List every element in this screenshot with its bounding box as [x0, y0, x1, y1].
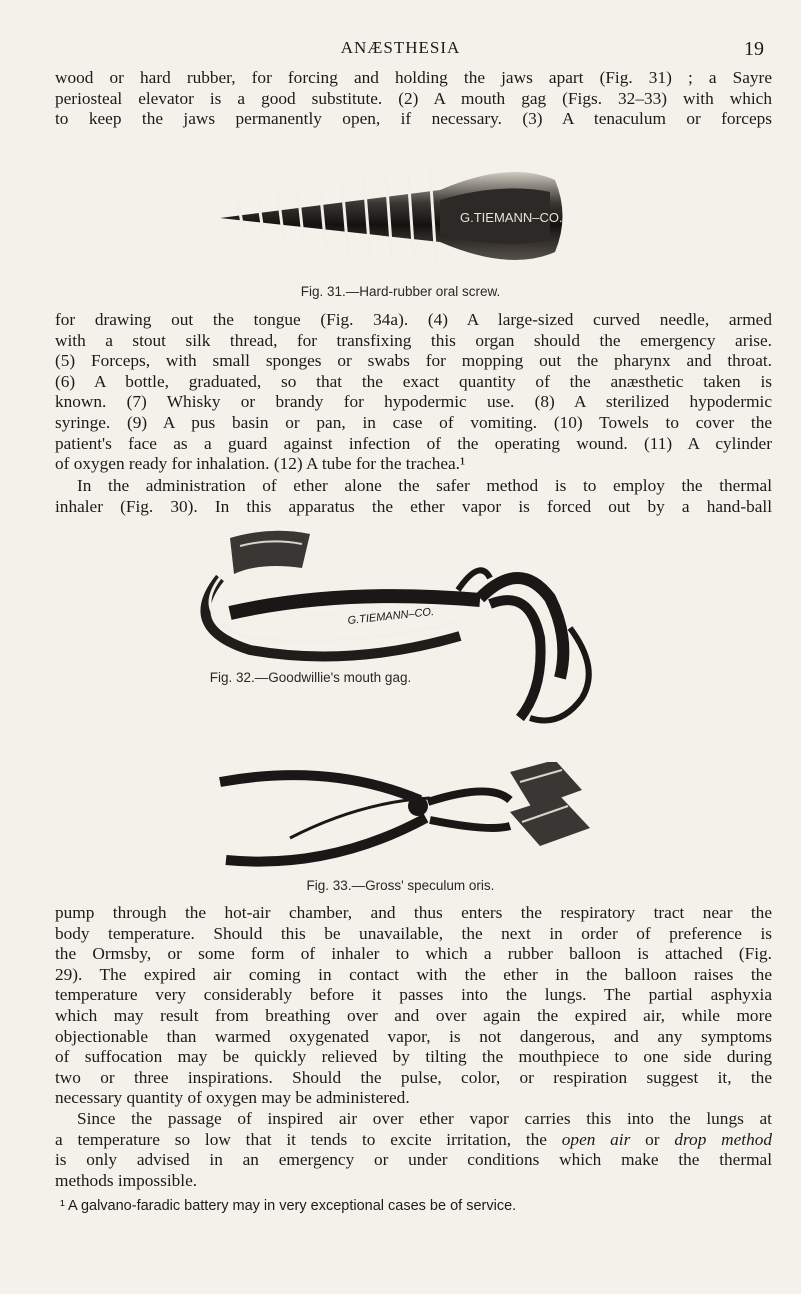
text-line: periosteal elevator is a good substitute. (2) A mouth gag (Figs. 32–33) with which — [55, 88, 772, 108]
text-line: methods impossible. — [55, 1170, 198, 1190]
maker-mark: G.TIEMANN–CO. — [460, 210, 563, 225]
text-line: In the administration of ether alone the safer method is to employ the thermal — [77, 476, 772, 495]
page-number: 19 — [744, 38, 764, 60]
text-line: body temperature. Should this be unavailable, the next in order of preference is — [55, 923, 772, 943]
text-line — [55, 1130, 772, 1151]
maker-mark: G.TIEMANN–CO. — [347, 605, 435, 627]
text-line: which may result from breathing over and over again the expired air, while more — [55, 1005, 772, 1025]
text-line: syringe. (9) A pus basin or pan, in case of vomiting. (10) Towels to cover the — [55, 412, 772, 432]
text-line: temperature very considerably before it passes into the lungs. The partial asphyxia — [55, 985, 772, 1005]
text-line: known. (7) Whisky or brandy for hypodermic use. (8) A sterilized hypodermic — [55, 392, 772, 412]
paragraph-2 — [55, 310, 772, 475]
emphasis-open-air: open air — [561, 1129, 631, 1149]
text-line: inhaler (Fig. 30). In this apparatus the ether vapor is forced out by a hand-ball — [55, 496, 772, 516]
text-run: or — [630, 1129, 675, 1149]
paragraph-3 — [55, 476, 772, 517]
figure-31-caption: Fig. 31.—Hard-rubber oral screw. — [300, 284, 501, 299]
emphasis-drop-method: drop method — [674, 1129, 772, 1149]
oral-screw-illustration — [210, 160, 570, 272]
paragraph-5 — [55, 1109, 772, 1191]
text-line: with a stout silk thread, for transfixing this organ should the emergency arise. — [55, 330, 772, 350]
text-line: (5) Forceps, with small sponges or swabs for mopping out the pharynx and throat. — [55, 351, 772, 371]
paragraph-4 — [55, 903, 772, 1109]
text-line: to keep the jaws permanently open, if necessary. (3) A tenaculum or forceps — [55, 109, 772, 129]
text-line: for drawing out the tongue (Fig. 34a). (4) A large-sized curved needle, armed — [55, 310, 772, 329]
text-line: Since the passage of inspired air over ether vapor carries this into the lungs at — [77, 1109, 772, 1128]
mouth-gag-illustration — [190, 518, 610, 738]
text-line: wood or hard rubber, for forcing and holding the jaws apart (Fig. 31) ; a Sayre — [55, 68, 772, 87]
text-line: of suffocation may be quickly relieved by tilting the mouthpiece to one side during — [55, 1047, 772, 1067]
text-line: pump through the hot-air chamber, and thus enters the respiratory tract near the — [55, 903, 772, 922]
text-line: objectionable than warmed oxygenated vapor, is not dangerous, and any symptoms — [55, 1026, 772, 1046]
text-line: 29). The expired air coming in contact with the ether in the balloon raises the — [55, 964, 772, 984]
text-run: a temperature so low that it tends to excite irritation, the — [55, 1129, 562, 1149]
figure-32-caption: Fig. 32.—Goodwillie's mouth gag. — [209, 670, 412, 685]
text-line: of oxygen ready for inhalation. (12) A tube for the trachea.¹ — [55, 454, 466, 474]
paragraph-1 — [55, 68, 772, 130]
text-line: is only advised in an emergency or under conditions which make the thermal — [55, 1150, 772, 1170]
text-line: the Ormsby, or some form of inhaler to which a rubber balloon is attached (Fig. — [55, 944, 772, 964]
text-line: two or three inspirations. Should the pulse, color, or respiration suggest it, the — [55, 1067, 772, 1087]
speculum-oris-illustration — [210, 762, 600, 872]
footnote: ¹ A galvano-faradic battery may in very exceptional cases be of service. — [60, 1198, 517, 1214]
text-line: patient's face as a guard against infection of the operating wound. (11) A cylinder — [55, 433, 772, 453]
figure-33-caption: Fig. 33.—Gross' speculum oris. — [306, 878, 495, 893]
running-header: ANÆSTHESIA — [340, 38, 461, 57]
text-line: (6) A bottle, graduated, so that the exact quantity of the anæsthetic taken is — [55, 371, 772, 391]
text-line: necessary quantity of oxygen may be administered. — [55, 1088, 410, 1108]
